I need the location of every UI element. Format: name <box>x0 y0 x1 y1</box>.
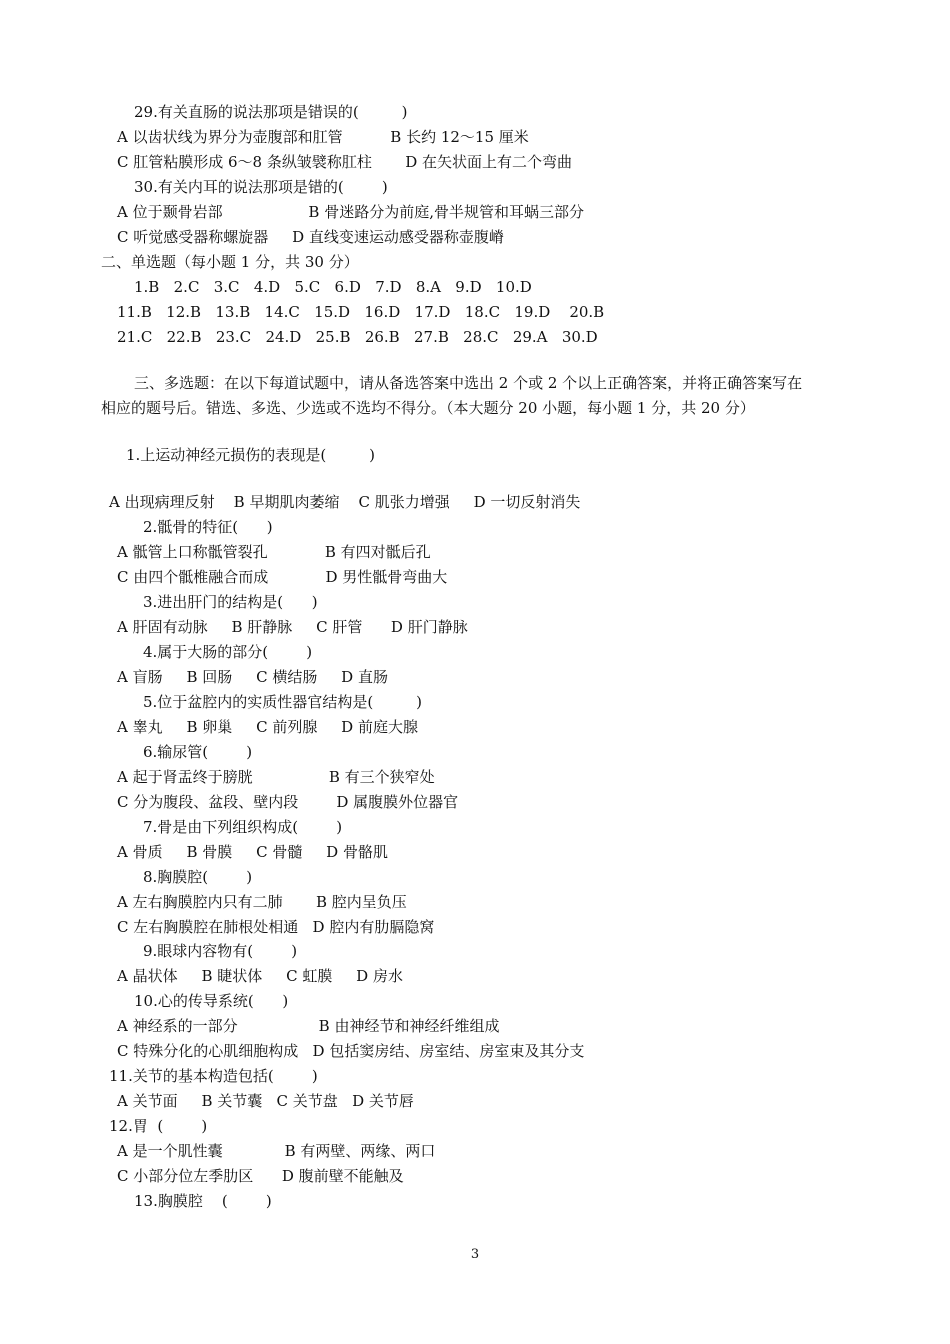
mc-question-10: 10.心的传导系统( ) <box>134 992 289 1010</box>
mc-question-3-options: A 肝固有动脉 B 肝静脉 C 肝管 D 肝门静脉 <box>117 618 468 636</box>
mc-question-2: 2.骶骨的特征( ) <box>143 518 273 536</box>
mc-question-8: 8.胸膜腔( ) <box>143 868 253 886</box>
question-30-options-ab: A 位于颞骨岩部 B 骨迷路分为前庭,骨半规管和耳蜗三部分 <box>117 203 584 221</box>
mc-question-11: 11.关节的基本构造包括( ) <box>109 1067 318 1085</box>
question-29-options-ab: A 以齿状线为界分为壶腹部和肛管 B 长约 12～15 厘米 <box>117 128 529 146</box>
mc-question-6-options-ab: A 起于肾盂终于膀胱 B 有三个狭窄处 <box>117 768 435 786</box>
question-30: 30.有关内耳的说法那项是错的( ) <box>134 178 388 196</box>
mc-question-5-options: A 睾丸 B 卵巢 C 前列腺 D 前庭大腺 <box>117 718 418 736</box>
mc-question-5: 5.位于盆腔内的实质性器官结构是( ) <box>143 693 422 711</box>
page-number: 3 <box>470 1247 480 1262</box>
mc-question-9-options: A 晶状体 B 睫状体 C 虹膜 D 房水 <box>117 967 403 985</box>
mc-question-2-options-ab: A 骶管上口称骶管裂孔 B 有四对骶后孔 <box>117 543 431 561</box>
question-29-options-cd: C 肛管粘膜形成 6～8 条纵皱襞称肛柱 D 在矢状面上有二个弯曲 <box>117 153 573 171</box>
mc-question-2-options-cd: C 由四个骶椎融合而成 D 男性骶骨弯曲大 <box>117 568 448 586</box>
section-3-heading: 三、多选题：在以下每道试题中，请从备选答案中选出 2 个或 2 个以上正确答案，并将正确答案写在 <box>134 374 803 392</box>
mc-question-4-options: A 盲肠 B 回肠 C 横结肠 D 直肠 <box>117 668 388 686</box>
mc-question-7-options: A 骨质 B 骨膜 C 骨髓 D 骨骼肌 <box>117 843 388 861</box>
mc-question-8-options-ab: A 左右胸膜腔内只有二肺 B 腔内呈负压 <box>117 893 407 911</box>
section-2-heading: 二、单选题（每小题 1 分，共 30 分） <box>101 253 359 271</box>
mc-question-12: 12.胃 ( ) <box>109 1117 208 1135</box>
mc-question-12-options-ab: A 是一个肌性囊 B 有两壁、两缘、两口 <box>117 1142 436 1160</box>
answer-row-1: 1.B 2.C 3.C 4.D 5.C 6.D 7.D 8.A 9.D 10.D <box>134 278 532 296</box>
answer-row-2: 11.B 12.B 13.B 14.C 15.D 16.D 17.D 18.C 19.D 20.B <box>117 303 605 321</box>
mc-question-12-options-cd: C 小部分位左季肋区 D 腹前壁不能触及 <box>117 1167 404 1185</box>
mc-question-10-options-ab: A 神经系的一部分 B 由神经节和神经纤维组成 <box>117 1017 500 1035</box>
mc-question-3: 3.进出肝门的结构是( ) <box>143 593 318 611</box>
answer-row-3: 21.C 22.B 23.C 24.D 25.B 26.B 27.B 28.C 29.A 30.D <box>117 328 598 346</box>
question-29: 29.有关直肠的说法那项是错误的( ) <box>134 103 408 121</box>
mc-question-13: 13.胸膜腔 ( ) <box>134 1192 272 1210</box>
mc-question-10-options-cd: C 特殊分化的心肌细胞构成 D 包括窦房结、房室结、房室束及其分支 <box>117 1042 585 1060</box>
mc-question-4: 4.属于大肠的部分( ) <box>143 643 313 661</box>
mc-question-1: 1.上运动神经元损伤的表现是( ) <box>126 446 375 464</box>
mc-question-6: 6.输尿管( ) <box>143 743 253 761</box>
mc-question-11-options: A 关节面 B 关节囊 C 关节盘 D 关节唇 <box>117 1092 414 1110</box>
mc-question-8-options-cd: C 左右胸膜腔在肺根处相通 D 腔内有肋膈隐窝 <box>117 918 435 936</box>
mc-question-7: 7.骨是由下列组织构成( ) <box>143 818 343 836</box>
question-30-options-cd: C 听觉感受器称螺旋器 D 直线变速运动感受器称壶腹嵴 <box>117 228 504 246</box>
mc-question-1-options: A 出现病理反射 B 早期肌肉萎缩 C 肌张力增强 D 一切反射消失 <box>109 493 581 511</box>
mc-question-9: 9.眼球内容物有( ) <box>143 942 298 960</box>
section-3-instructions: 相应的题号后。错选、多选、少选或不选均不得分。（本大题分 20 小题，每小题 1 分，共 20 分） <box>101 399 755 417</box>
mc-question-6-options-cd: C 分为腹段、盆段、壁内段 D 属腹膜外位器官 <box>117 793 459 811</box>
